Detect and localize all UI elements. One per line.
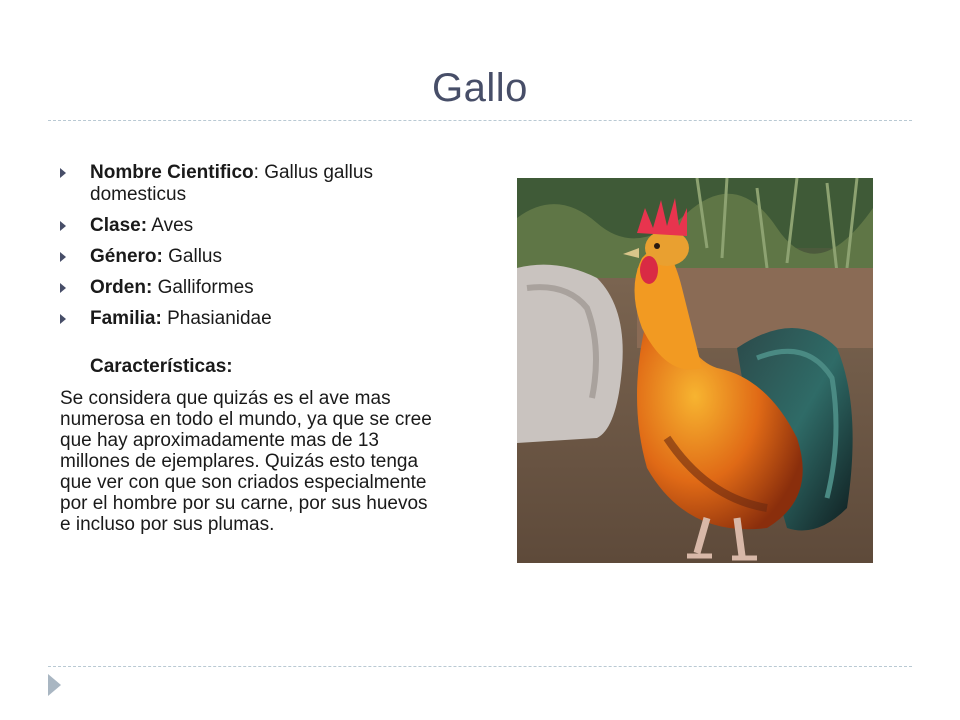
bullet-arrow-icon — [60, 283, 66, 293]
item-label: Orden: — [90, 277, 153, 298]
bullet-arrow-icon — [60, 314, 66, 324]
bullet-arrow-icon — [60, 252, 66, 262]
bottom-divider — [48, 666, 912, 667]
corner-arrow-icon — [48, 674, 61, 696]
rooster-photo — [517, 178, 873, 563]
bullet-arrow-icon — [60, 168, 66, 178]
list-item-familia — [58, 308, 458, 330]
list-item-nombre: Nombre Cientifico: Gallus gallus domesticus — [58, 162, 458, 206]
slide-title: Gallo — [432, 66, 528, 110]
item-label: Género: — [90, 246, 163, 267]
rooster-image — [517, 178, 873, 563]
item-label: Familia: — [90, 308, 162, 329]
item-value: Gallus gallus domesticus — [90, 162, 373, 205]
taxonomy-list — [58, 162, 458, 339]
item-value: Aves — [151, 215, 194, 236]
list-item-orden — [58, 277, 458, 299]
item-value: Phasianidae — [167, 308, 272, 329]
top-divider — [48, 120, 912, 121]
item-label: Clase: — [90, 215, 148, 236]
item-value: Gallus — [168, 246, 222, 267]
characteristics-paragraph: Se considera que quizás es el ave mas numerosa en todo el mundo, ya que se cree que hay aproximadamente mas de 13 millones de ejemplares. Quizás esto tenga que ver con que son criados especialmente por el hombre por su carne, por sus huevos e incluso por sus plumas. — [60, 388, 432, 535]
bullet-arrow-icon — [60, 221, 66, 231]
characteristics-heading: Características: — [90, 356, 233, 377]
list-item-genero — [58, 246, 458, 268]
item-label: Nombre Cientifico — [90, 162, 254, 183]
item-value: Galliformes — [157, 277, 254, 298]
list-item-clase — [58, 215, 458, 237]
